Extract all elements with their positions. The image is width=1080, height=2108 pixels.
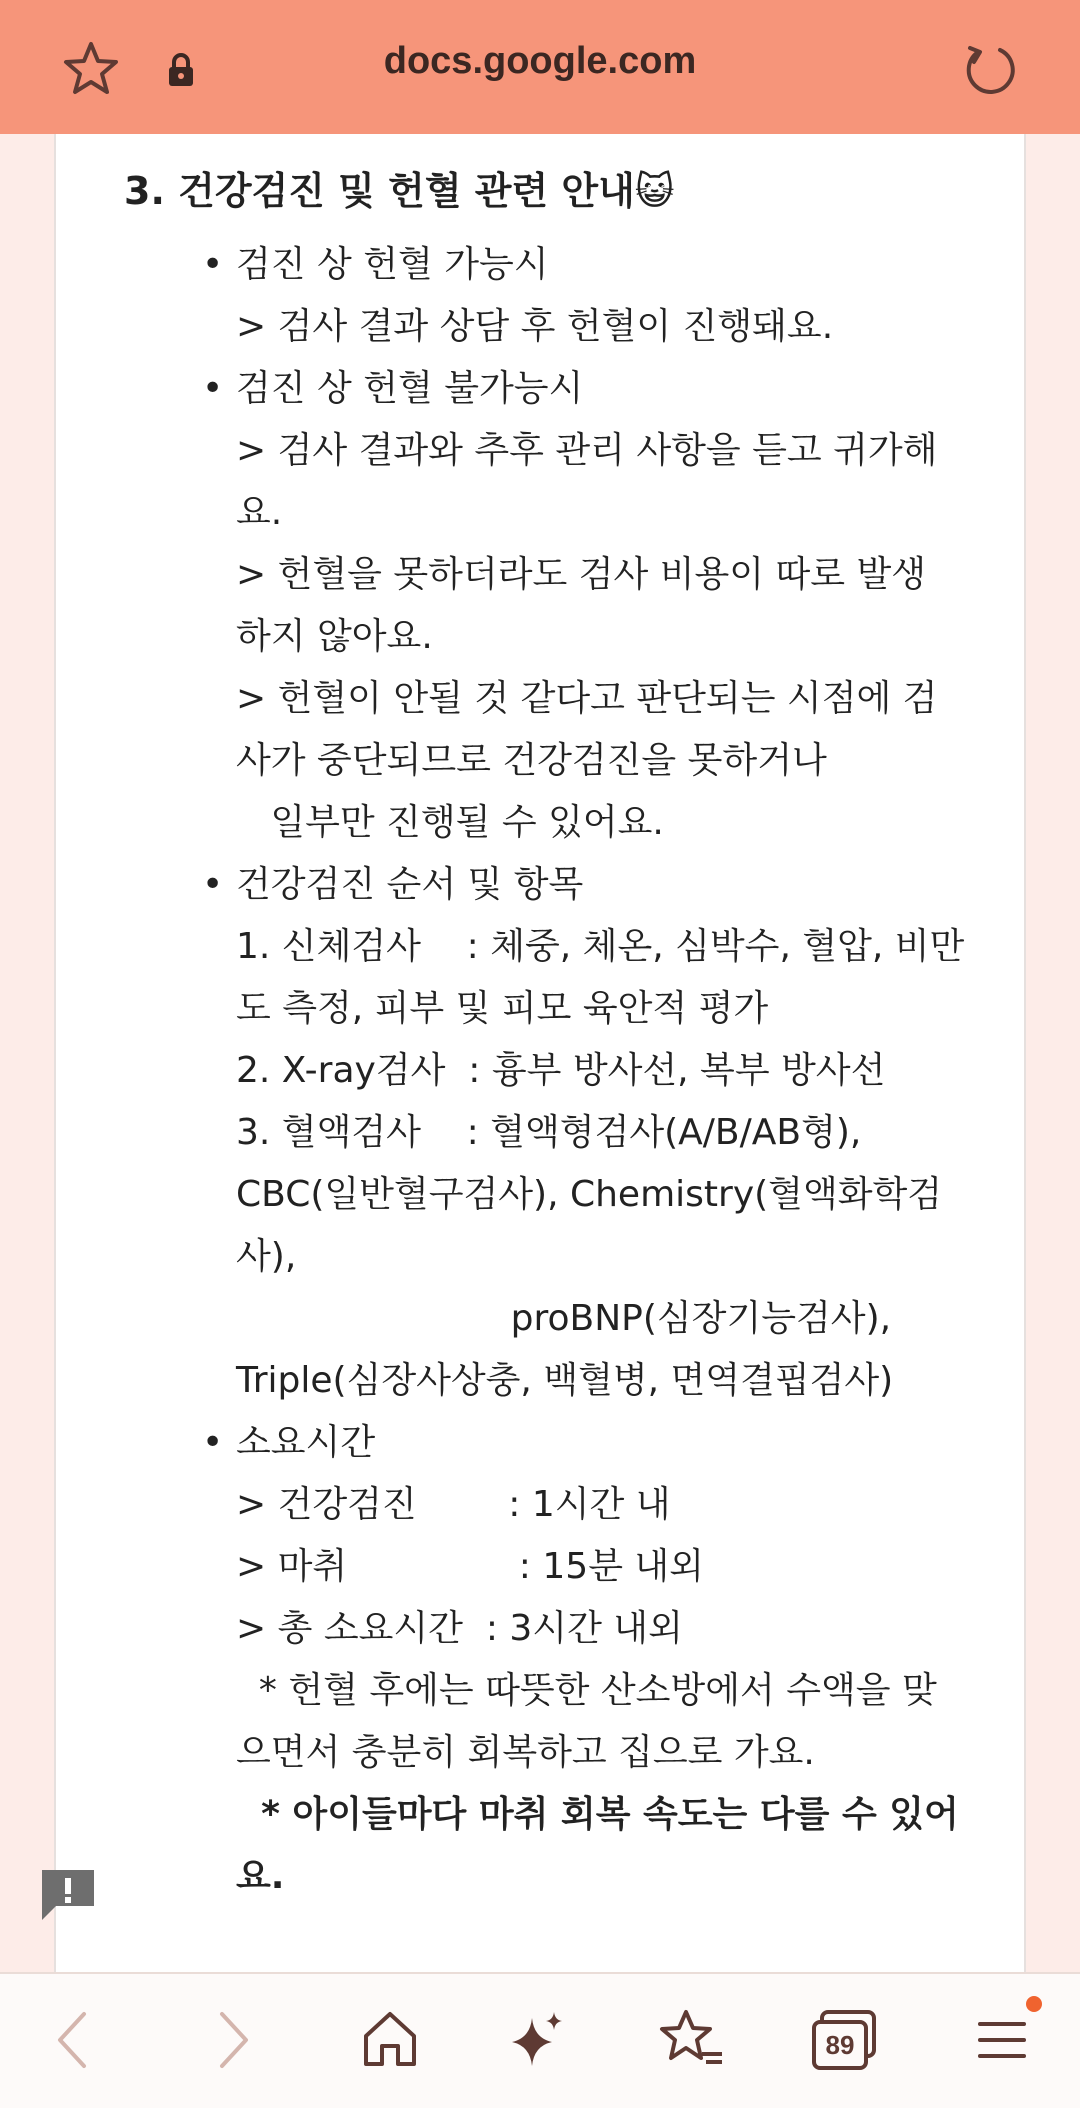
list-item-line: > 검사 결과 상담 후 헌혈이 진행돼요. (236, 306, 834, 347)
list-item-title: 건강검진 순서 및 항목 (236, 864, 584, 905)
feedback-icon[interactable] (40, 1866, 96, 1922)
star-icon[interactable] (62, 40, 120, 98)
bullet-icon: • (202, 368, 224, 409)
reload-icon[interactable] (960, 38, 1020, 98)
list-item-title: 검진 상 헌혈 가능시 (236, 244, 549, 285)
list-item-line: 하지 않아요. (236, 616, 433, 657)
list-item-line: 으면서 충분히 회복하고 집으로 가요. (236, 1732, 815, 1773)
bullet-list (124, 234, 1004, 1908)
bullet-icon: • (202, 244, 224, 285)
list-item-line: * 헌혈 후에는 따뜻한 산소방에서 수액을 맞 (236, 1670, 937, 1711)
menu-icon[interactable] (966, 2004, 1038, 2076)
tab-count: 89 (825, 2030, 855, 2060)
list-item-line: > 총 소요시간 : 3시간 내외 (236, 1608, 683, 1649)
list-item (202, 1412, 1004, 1908)
list-item-line: 일부만 진행될 수 있어요. (236, 802, 664, 843)
bullet-icon: • (202, 1422, 224, 1463)
tabs-button[interactable] (808, 2004, 884, 2076)
list-item-line: > 건강검진 : 1시간 내 (236, 1484, 671, 1525)
list-item-line: > 검사 결과와 추후 관리 사항을 듣고 귀가해 (236, 430, 938, 471)
list-item-line: 3. 혈액검사 : 혈액형검사(A/B/AB형), (236, 1112, 862, 1153)
browser-bottom-bar (0, 1972, 1080, 2108)
bookmarks-star-icon[interactable] (656, 2004, 728, 2076)
list-item-line: > 헌혈이 안될 것 같다고 판단되는 시점에 검 (236, 678, 938, 719)
list-item-line: > 헌혈을 못하더라도 검사 비용이 따로 발생 (236, 554, 927, 595)
list-item-title: 검진 상 헌혈 불가능시 (236, 368, 584, 409)
list-item-line: 사), (236, 1236, 297, 1277)
bullet-icon: • (202, 864, 224, 905)
browser-toolbar (0, 0, 1080, 134)
list-item-title: 소요시간 (236, 1422, 376, 1463)
notification-dot (1026, 1996, 1042, 2012)
document-page (54, 134, 1026, 1972)
address-bar-url[interactable]: docs.google.com (383, 40, 697, 82)
list-item (202, 358, 1004, 854)
list-item-line: 2. X-ray검사 : 흉부 방사선, 복부 방사선 (236, 1050, 886, 1091)
list-item-line: Triple(심장사상충, 백혈병, 면역결핍검사) (236, 1360, 894, 1401)
list-item-bold-line: * 아이들마다 마취 회복 속도는 다를 수 있어 (236, 1794, 959, 1835)
list-item (202, 234, 1004, 358)
list-item-line: > 마취 : 15분 내외 (236, 1546, 704, 1587)
list-item-line: 1. 신체검사 : 체중, 체온, 심박수, 혈압, 비만 (236, 926, 965, 967)
list-item-line: 사가 중단되므로 건강검진을 못하거나 (236, 740, 827, 781)
list-item-line: 도 측정, 피부 및 피모 육안적 평가 (236, 988, 769, 1029)
document-content (124, 160, 1004, 1908)
list-item-line: proBNP(심장기능검사), (236, 1298, 892, 1339)
list-item-line: 요. (236, 492, 283, 533)
lock-icon[interactable] (166, 52, 196, 88)
list-item (202, 854, 1004, 1412)
home-icon[interactable] (354, 2004, 426, 2076)
section-heading: 3. 건강검진 및 헌혈 관련 안내😺 (124, 169, 675, 213)
list-item-line: CBC(일반혈구검사), Chemistry(혈액화학검 (236, 1174, 943, 1215)
back-icon[interactable] (38, 2004, 110, 2076)
list-item-bold-line: 요. (236, 1856, 285, 1897)
sparkle-icon[interactable] (502, 2004, 574, 2076)
forward-icon[interactable] (196, 2004, 268, 2076)
